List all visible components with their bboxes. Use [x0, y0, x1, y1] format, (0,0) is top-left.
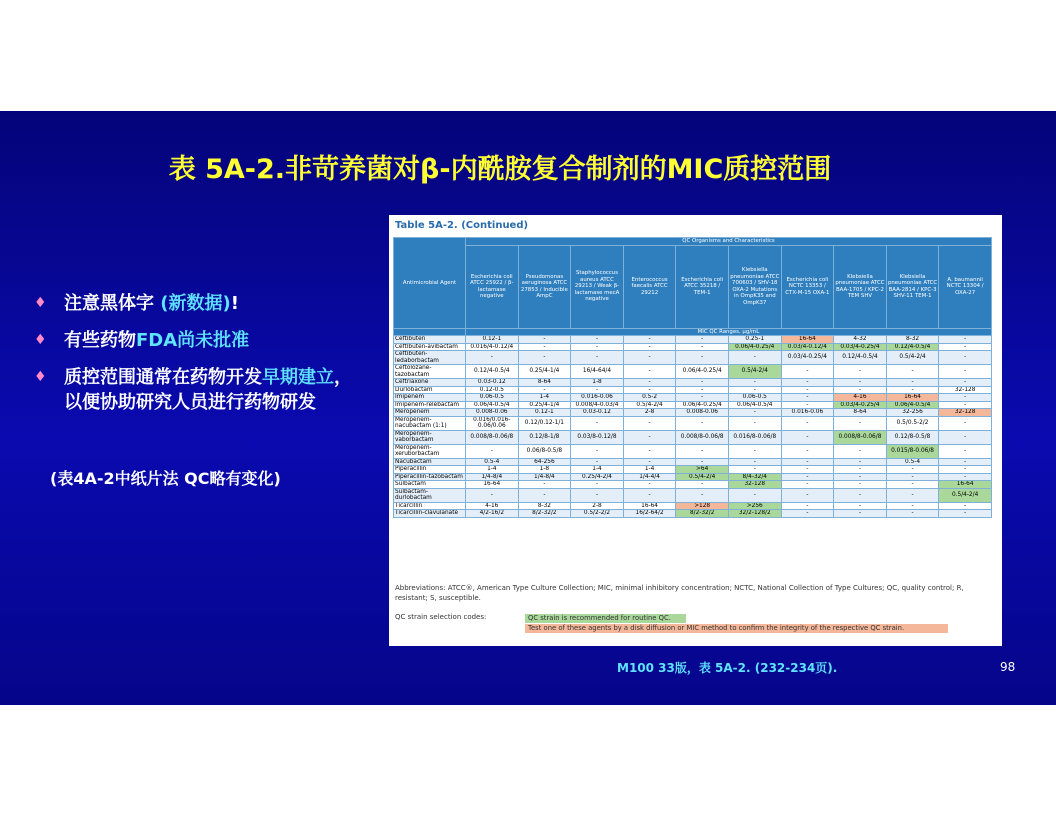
table-row [394, 365, 992, 379]
mic-cell: 0.06/4-0.5/4 [886, 401, 939, 409]
mic-cell: 0.5-2 [623, 394, 676, 402]
mic-cell: 0.12/8-0.5/8 [886, 430, 939, 444]
mic-cell: 0.5-4 [886, 458, 939, 466]
mic-cell: - [886, 510, 939, 518]
mic-cell: - [728, 409, 781, 417]
mic-cell: 0.03/4-0.25/4 [834, 343, 887, 351]
mic-cell: 0.25/4-2/4 [571, 473, 624, 481]
mic-cell: - [623, 444, 676, 458]
mic-cell: - [676, 488, 729, 502]
agent-cell: Meropenem-vaborbactam [394, 430, 466, 444]
table-row [394, 473, 992, 481]
mic-cell: 0.008/8-0.06/8 [834, 430, 887, 444]
mic-cell: - [781, 379, 834, 387]
mic-cell: - [571, 351, 624, 365]
agent-cell: Nacubactam [394, 458, 466, 466]
mic-cell: >128 [676, 502, 729, 510]
organism-header: A. baumannii NCTC 13304 / OXA-27 [939, 245, 992, 328]
mic-cell: - [939, 430, 992, 444]
table-row [394, 481, 992, 489]
agent-header: Antimicrobial Agent [394, 238, 466, 329]
mic-cell: - [623, 351, 676, 365]
mic-cell: - [781, 416, 834, 430]
mic-cell: - [676, 379, 729, 387]
mic-cell: - [518, 481, 571, 489]
mic-cell: - [518, 336, 571, 344]
mic-cell: 0.06/4-0.25/4 [676, 365, 729, 379]
table-title: Table 5A-2. (Continued) [395, 220, 529, 231]
agent-cell: Meropenem [394, 409, 466, 417]
mic-cell: - [781, 473, 834, 481]
mic-cell: - [886, 502, 939, 510]
mic-cell: - [834, 473, 887, 481]
mic-cell: 0.25-1 [728, 336, 781, 344]
mic-cell: 0.12/4-0.5/4 [886, 343, 939, 351]
mic-cell: - [623, 416, 676, 430]
note-text: (表4A-2中纸片法 QC略有变化) [50, 469, 281, 488]
mic-cell: 0.03/4-0.12/4 [781, 343, 834, 351]
mic-cell: - [676, 336, 729, 344]
mic-cell: - [571, 488, 624, 502]
mic-cell: - [623, 430, 676, 444]
mic-cell: 0.008-0.06 [466, 409, 519, 417]
mic-cell: 0.5/0.5-2/2 [886, 416, 939, 430]
mic-cell: - [886, 379, 939, 387]
mic-cell: - [886, 473, 939, 481]
mic-cell: 1-8 [571, 379, 624, 387]
mic-cell: - [518, 343, 571, 351]
mic-cell: - [518, 386, 571, 394]
mic-cell: 1-4 [518, 394, 571, 402]
mic-cell: - [886, 488, 939, 502]
mic-cell: - [781, 458, 834, 466]
mic-cell: 0.03-0.12 [466, 379, 519, 387]
mic-cell: 16/4-64/4 [571, 365, 624, 379]
mic-cell: 16-64 [886, 394, 939, 402]
bullet-list [34, 291, 364, 427]
agent-cell: Ceftriaxone [394, 379, 466, 387]
mic-cell: - [571, 481, 624, 489]
mic-cell: - [676, 481, 729, 489]
bullet-item: ♦ 有些药物FDA尚未批准 [34, 330, 250, 351]
mic-cell: - [781, 481, 834, 489]
qc-codes-label: QC strain selection codes: [395, 613, 487, 621]
mic-cell: 0.06/8-0.5/8 [518, 444, 571, 458]
mic-cell: - [939, 416, 992, 430]
mic-cell: 1-4 [466, 466, 519, 474]
agent-cell: Ceftibuten-avibactam [394, 343, 466, 351]
mic-cell: 0.06/4-0.5/4 [466, 401, 519, 409]
mic-cell: 0.12/0.12-1/1 [518, 416, 571, 430]
mic-cell: >256 [728, 502, 781, 510]
mic-cell: 16/2-64/2 [623, 510, 676, 518]
table-row [394, 488, 992, 502]
table-row [394, 458, 992, 466]
table-row [394, 386, 992, 394]
mic-cell: 0.5-4 [466, 458, 519, 466]
diamond-bullet-icon: ♦ [34, 369, 47, 385]
mic-cell: - [939, 401, 992, 409]
mic-cell: 0.5/4-2/4 [623, 401, 676, 409]
mic-cell: - [834, 502, 887, 510]
mic-cell: 1-4 [571, 466, 624, 474]
mic-cell: 0.008-0.06 [676, 409, 729, 417]
mic-cell: - [781, 488, 834, 502]
mic-cell: - [939, 379, 992, 387]
mic-cell: - [571, 343, 624, 351]
mic-cell: - [676, 416, 729, 430]
mic-cell: 0.25/4-1/4 [518, 401, 571, 409]
mic-cell: 0.12/4-0.5/4 [466, 365, 519, 379]
agent-cell: Imipenem [394, 394, 466, 402]
page-number: 98 [1000, 660, 1016, 674]
mic-cell: 0.5/4-2/4 [728, 365, 781, 379]
mic-cell: - [518, 351, 571, 365]
mic-cell: - [781, 510, 834, 518]
mic-cell: - [886, 365, 939, 379]
mic-cell: - [834, 481, 887, 489]
mic-cell: 1/4-8/4 [466, 473, 519, 481]
table-row [394, 502, 992, 510]
legend-orange: Test one of these agents by a disk diffusion or MIC method to confirm the integrity of the respective QC strain. [525, 624, 948, 633]
bullet-item: ♦ 质控范围通常在药物开发早期建立，以便协助研究人员进行药物研发 [34, 367, 352, 413]
organism-header: Klebsiella pneumoniae ATCC 700603 / SHV-18 OXA-2 Mutations in OmpK35 and OmpK37 [728, 245, 781, 328]
mic-cell: - [676, 394, 729, 402]
mic-cell: 4-16 [466, 502, 519, 510]
table-image-panel [389, 215, 1002, 646]
mic-cell: - [728, 386, 781, 394]
table-row [394, 351, 992, 365]
mic-cell: 0.06/4-0.5/4 [728, 401, 781, 409]
mic-cell: - [834, 510, 887, 518]
mic-cell: - [834, 444, 887, 458]
mic-cell: 0.016/4-0.12/4 [466, 343, 519, 351]
mic-cell: 16-64 [939, 481, 992, 489]
mic-cell: >64 [676, 466, 729, 474]
mic-cell: 0.03-0.12 [571, 409, 624, 417]
organism-header: Enterococcus faecalis ATCC 29212 [623, 245, 676, 328]
mic-cell: - [781, 430, 834, 444]
mic-cell: 0.06/4-0.25/4 [676, 401, 729, 409]
mic-cell: - [781, 444, 834, 458]
organism-header: Klebsiella pneumoniae ATCC BAA-1705 / KPC-2 TEM SHV [834, 245, 887, 328]
mic-cell: - [939, 351, 992, 365]
mic-cell: - [834, 416, 887, 430]
agent-cell: Meropenem-nacubactam (1:1) [394, 416, 466, 430]
mic-cell: - [834, 365, 887, 379]
mic-cell: - [939, 466, 992, 474]
table-row [394, 409, 992, 417]
mic-cell: - [781, 394, 834, 402]
mic-cell: 8-32 [886, 336, 939, 344]
mic-cell: 16-64 [781, 336, 834, 344]
mic-cell: - [939, 510, 992, 518]
table-row [394, 444, 992, 458]
agent-cell: Ceftibuten [394, 336, 466, 344]
mic-cell: 0.03/4-0.25/4 [781, 351, 834, 365]
blank-header [394, 328, 466, 336]
agent-cell: Piperacillin [394, 466, 466, 474]
table-row [394, 401, 992, 409]
mic-cell: 32-128 [728, 481, 781, 489]
agent-cell: Imipenem-relebactam [394, 401, 466, 409]
mic-cell: 0.12-0.5 [466, 386, 519, 394]
mic-cell: - [834, 488, 887, 502]
mic-cell: 1/4-8/4 [518, 473, 571, 481]
mic-cell: - [623, 386, 676, 394]
mic-cell: - [571, 444, 624, 458]
mic-cell: 8/2-32/2 [676, 510, 729, 518]
organism-header: Escherichia coli ATCC 35218 / TEM-1 [676, 245, 729, 328]
mic-cell: - [781, 401, 834, 409]
mic-cell: - [623, 365, 676, 379]
mic-cell: - [466, 488, 519, 502]
mic-cell: - [728, 466, 781, 474]
mic-cell: 8-32 [518, 502, 571, 510]
mic-cell: 4-16 [834, 394, 887, 402]
mic-cell: 0.06/4-0.25/4 [728, 343, 781, 351]
table-row [394, 430, 992, 444]
agent-cell: Ceftibuten-ledaborbactam [394, 351, 466, 365]
mic-cell: 16-64 [623, 502, 676, 510]
mic-cell: - [623, 379, 676, 387]
legend-green: QC strain is recommended for routine QC. [525, 614, 686, 623]
mic-cell: 0.12-1 [466, 336, 519, 344]
mic-cell: 0.03/4-0.25/4 [834, 401, 887, 409]
mic-cell: 8/2-32/2 [518, 510, 571, 518]
agent-cell: Piperacillin-tazobactam [394, 473, 466, 481]
abbreviations-text: Abbreviations: ATCC®, American Type Culture Collection; MIC, minimal inhibitory concentration; NCTC, National Collection of Type Cultures; QC, quality control; R, resistant; S, susceptible. [395, 584, 964, 602]
agent-cell: Meropenem-xeruborbactam [394, 444, 466, 458]
mic-cell: - [834, 466, 887, 474]
mic-cell: 4-32 [834, 336, 887, 344]
mic-cell: - [676, 343, 729, 351]
mic-cell: 0.5/2-2/2 [571, 510, 624, 518]
mic-cell: 32/2-128/2 [728, 510, 781, 518]
agent-cell: Sulbactam-durlobactam [394, 488, 466, 502]
mic-cell: - [676, 351, 729, 365]
mic-cell: - [623, 458, 676, 466]
mic-cell: 64-256 [518, 458, 571, 466]
mic-cell: - [676, 444, 729, 458]
mic-cell: - [728, 444, 781, 458]
mic-cell: - [466, 444, 519, 458]
organism-header: Pseudomonas aeruginosa ATCC 27853 / Inducible AmpC [518, 245, 571, 328]
mic-cell: - [728, 416, 781, 430]
footer-reference: M100 33版，表 5A-2. (232-234页). [617, 661, 838, 675]
table-row [394, 343, 992, 351]
mic-cell: 32-256 [886, 409, 939, 417]
mic-cell: - [834, 458, 887, 466]
mic-cell: - [886, 386, 939, 394]
mic-cell: - [939, 458, 992, 466]
mic-cell: 0.12/8-1/8 [518, 430, 571, 444]
mic-cell: 0.03/8-0.12/8 [571, 430, 624, 444]
mic-cell: - [571, 386, 624, 394]
mic-cell: 0.5/4-2/4 [939, 488, 992, 502]
mic-cell: - [939, 502, 992, 510]
mic-cell: - [623, 343, 676, 351]
mic-cell: 1-8 [518, 466, 571, 474]
mic-cell: 8/4-32/4 [728, 473, 781, 481]
agent-cell: Durlobactam [394, 386, 466, 394]
mic-cell: - [623, 488, 676, 502]
table-row [394, 416, 992, 430]
agent-cell: Sulbactam [394, 481, 466, 489]
mic-cell: - [886, 466, 939, 474]
mic-cell: 0.008/8-0.06/8 [466, 430, 519, 444]
slide-title: 表 5A-2.非苛养菌对β-内酰胺复合制剂的MIC质控范围 [168, 154, 832, 185]
mic-cell: 4/2-16/2 [466, 510, 519, 518]
range-header: MIC QC Ranges, µg/mL [466, 328, 992, 336]
mic-cell: - [886, 481, 939, 489]
organism-header: Escherichia coli ATCC 25922 / β-lactamase negative [466, 245, 519, 328]
mic-cell: - [781, 386, 834, 394]
mic-cell: 0.5/4-2/4 [676, 473, 729, 481]
mic-cell: - [623, 481, 676, 489]
mic-cell: 1/4-4/4 [623, 473, 676, 481]
mic-qc-table [393, 237, 992, 518]
diamond-bullet-icon: ♦ [34, 295, 47, 311]
table-row [394, 336, 992, 344]
mic-cell: - [518, 488, 571, 502]
mic-cell: - [939, 473, 992, 481]
mic-cell: - [676, 458, 729, 466]
mic-cell: 0.008/4-0.03/4 [571, 401, 624, 409]
mic-cell: - [939, 365, 992, 379]
mic-cell: - [939, 343, 992, 351]
mic-cell: - [834, 386, 887, 394]
mic-cell: 2-8 [623, 409, 676, 417]
slide-background [0, 111, 1056, 705]
mic-cell: - [781, 502, 834, 510]
mic-cell: 0.016-0.06 [571, 394, 624, 402]
mic-cell: 8-64 [834, 409, 887, 417]
mic-cell: 2-8 [571, 502, 624, 510]
mic-cell: 0.25/4-1/4 [518, 365, 571, 379]
mic-cell: 0.5/4-2/4 [886, 351, 939, 365]
organism-header: Klebsiella pneumoniae ATCC BAA-2814 / KPC-3 SHV-11 TEM-1 [886, 245, 939, 328]
mic-cell: 0.016-0.06 [781, 409, 834, 417]
mic-cell: 8-64 [518, 379, 571, 387]
mic-cell: - [939, 394, 992, 402]
agent-cell: Ceftolozane-tazobactam [394, 365, 466, 379]
organism-header: Escherichia coli NCTC 13353 / CTX-M-15 OXA-1 [781, 245, 834, 328]
agent-cell: Ticarcillin-clavulanate [394, 510, 466, 518]
mic-cell: 0.12/4-0.5/4 [834, 351, 887, 365]
mic-cell: 0.06-0.5 [466, 394, 519, 402]
mic-cell: 0.12-1 [518, 409, 571, 417]
mic-cell: - [571, 458, 624, 466]
diamond-bullet-icon: ♦ [34, 332, 47, 348]
agent-cell: Ticarcillin [394, 502, 466, 510]
mic-cell: - [781, 365, 834, 379]
mic-cell: - [781, 466, 834, 474]
table-row [394, 379, 992, 387]
mic-cell: - [939, 336, 992, 344]
mic-cell: 0.016/0.016-0.06/0.06 [466, 416, 519, 430]
mic-cell: - [728, 458, 781, 466]
mic-cell: - [728, 379, 781, 387]
mic-cell: 0.015/8-0.06/8 [886, 444, 939, 458]
mic-cell: - [571, 416, 624, 430]
bullet-item: ♦ 注意黑体字 (新数据)! [34, 293, 239, 314]
mic-cell: - [571, 336, 624, 344]
mic-cell: - [728, 351, 781, 365]
mic-cell: 0.016/8-0.06/8 [728, 430, 781, 444]
mic-cell: 32-128 [939, 386, 992, 394]
mic-cell: - [466, 351, 519, 365]
mic-cell: - [676, 386, 729, 394]
mic-cell: - [623, 336, 676, 344]
mic-cell: - [939, 444, 992, 458]
table-row [394, 394, 992, 402]
mic-cell: - [834, 379, 887, 387]
group-header: QC Organisms and Characteristics [466, 238, 992, 246]
table-row [394, 510, 992, 518]
mic-cell: 0.008/8-0.06/8 [676, 430, 729, 444]
mic-cell: - [728, 488, 781, 502]
organism-header: Staphylococcus aureus ATCC 29213 / Weak β-lactamase mecA negative [571, 245, 624, 328]
mic-cell: 32-128 [939, 409, 992, 417]
mic-cell: 16-64 [466, 481, 519, 489]
mic-cell: 1-4 [623, 466, 676, 474]
table-row [394, 466, 992, 474]
mic-cell: 0.06-0.5 [728, 394, 781, 402]
